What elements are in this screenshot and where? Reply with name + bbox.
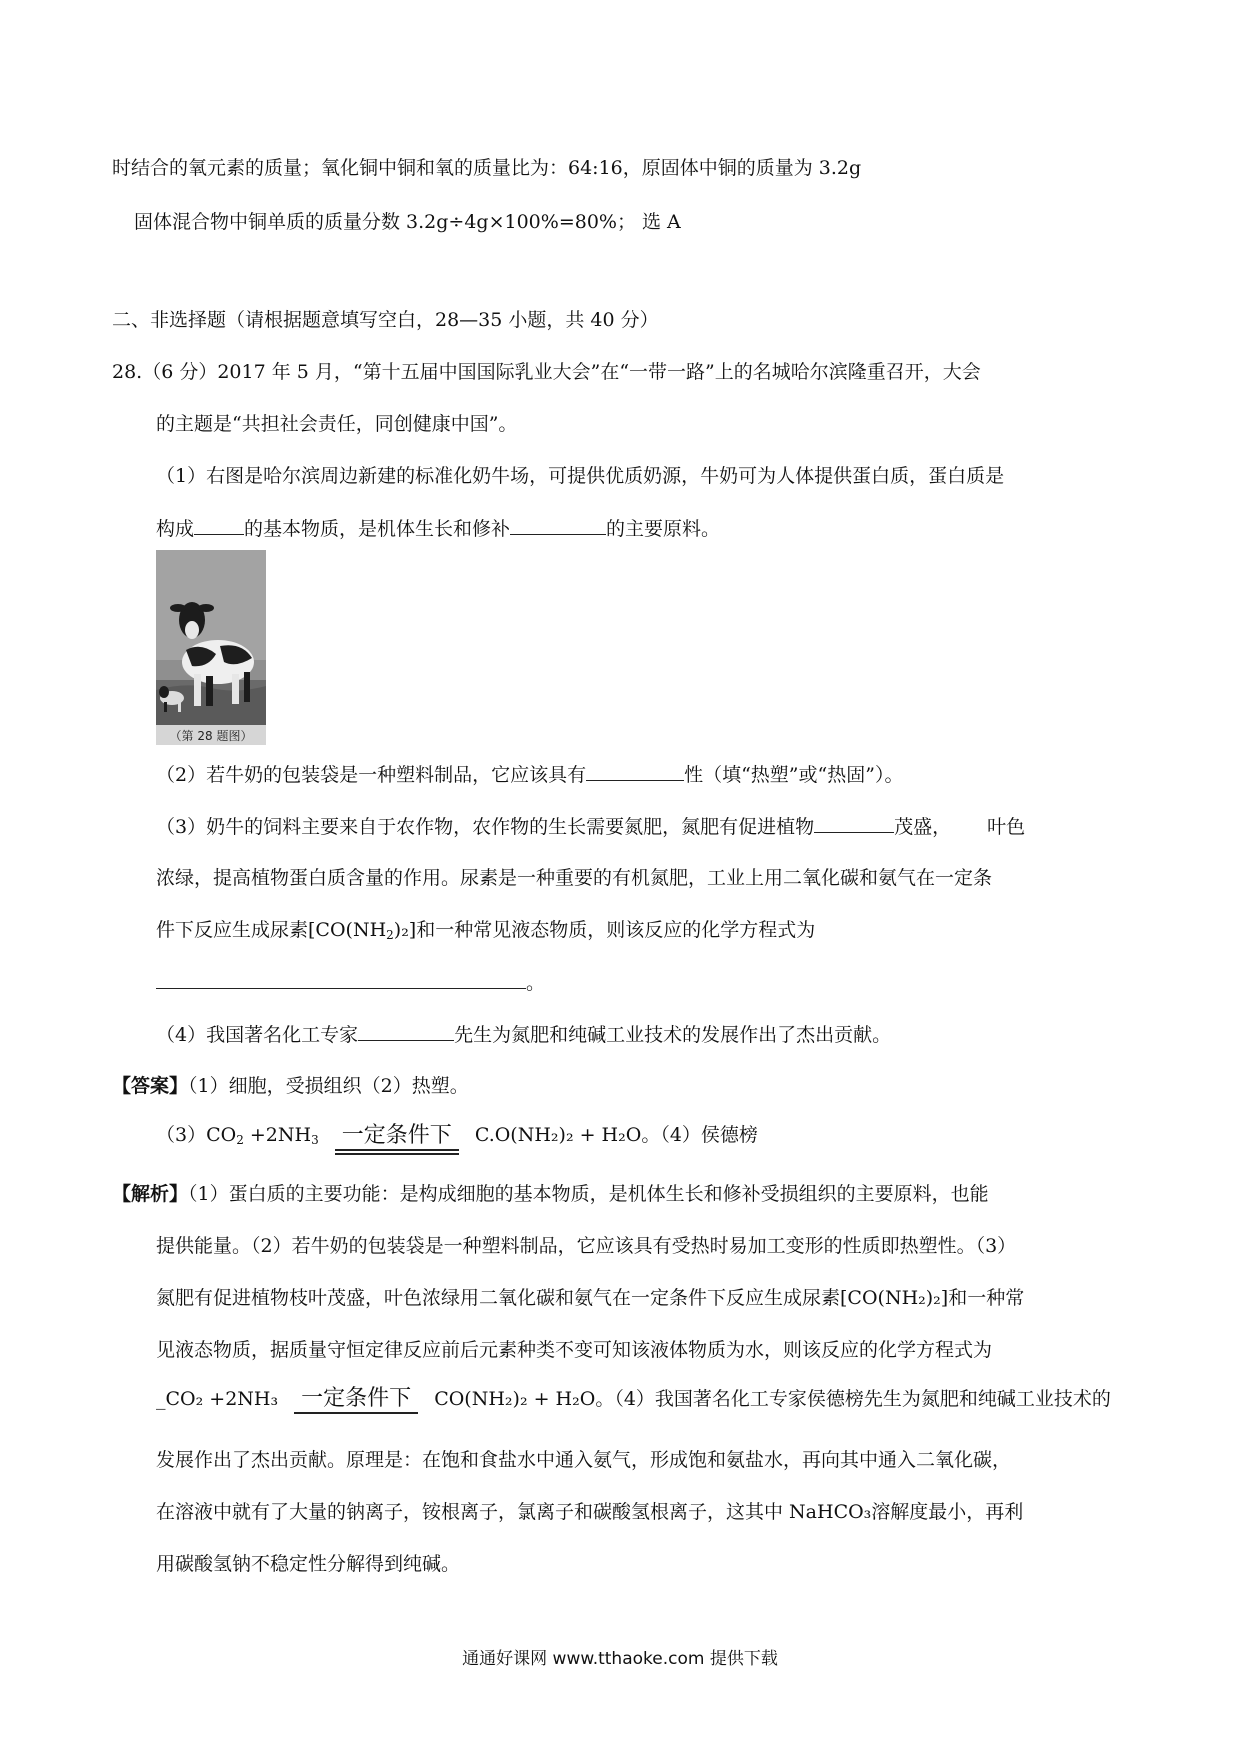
answer-blank bbox=[510, 514, 606, 535]
text-segment: _CO₂ +2NH₃ bbox=[156, 1388, 279, 1410]
text-segment: CO(NH₂)₂ + H₂O。（4）我国著名化工专家侯德榜先生为氮肥和纯碱工业技术的 bbox=[434, 1388, 1111, 1410]
text-line: 的主题是“共担社会责任，同创健康中国”。 bbox=[156, 413, 518, 435]
text-segment: （2）若牛奶的包装袋是一种塑料制品，它应该具有 bbox=[156, 764, 587, 786]
page-footer: 通通好课网 www.tthaoke.com 提供下载 bbox=[462, 1649, 778, 1669]
answer-label: 【答案】 bbox=[112, 1075, 189, 1097]
sub-question-4 bbox=[156, 1020, 891, 1049]
text-segment: 的基本物质，是机体生长和修补 bbox=[244, 518, 511, 540]
cow-image bbox=[156, 550, 266, 745]
answer-blank bbox=[358, 1020, 454, 1041]
answer-equation: $(3)CO_2 +2NH_3$ 一定条件下 C.O(NH₂)₂ + H₂O。（4）侯德榜 bbox=[156, 1114, 758, 1161]
text-segment: （1）蛋白质的主要功能：是构成细胞的基本物质，是机体生长和修补受损组织的主要原料，也能 bbox=[188, 1183, 989, 1205]
text-line: 氮肥有促进植物枝叶茂盛，叶色浓绿用二氧化碳和氨气在一定条件下反应生成尿素[CO(NH₂)₂]和一种常 bbox=[156, 1287, 1025, 1309]
text-segment: （1）细胞，受损组织（2）热塑。 bbox=[188, 1075, 469, 1097]
text-line: 用碳酸氢钠不稳定性分解得到纯碱。 bbox=[156, 1553, 461, 1575]
answer-blank bbox=[814, 812, 894, 833]
text-line: 固体混合物中铜单质的质量分数 3.2g÷4g×100%=80%； 选 A bbox=[134, 211, 681, 233]
sub-question-3 bbox=[156, 812, 1025, 841]
text-segment: 先生为氮肥和纯碱工业技术的发展作出了杰出贡献。 bbox=[454, 1024, 892, 1046]
text-segment: 构成 bbox=[156, 518, 195, 540]
text-segment: 性（填“热塑”或“热固”）。 bbox=[684, 764, 904, 786]
text-line: 见液态物质，据质量守恒定律反应前后元素种类不变可知该液体物质为水，则该反应的化学方程式为 bbox=[156, 1339, 993, 1361]
question-28: 28.（6 分）2017 年 5 月，“第十五届中国国际乳业大会”在“一带一路”上的名城哈尔滨隆重召开，大会 bbox=[112, 361, 981, 383]
explanation-label: 【解析】 bbox=[112, 1183, 189, 1205]
cow-photo bbox=[156, 550, 266, 745]
answer-blank bbox=[586, 760, 684, 781]
reaction-condition: 一定条件下 bbox=[335, 1123, 459, 1161]
text-segment: 。 bbox=[526, 972, 546, 994]
reaction-condition: 一定条件下 bbox=[294, 1386, 418, 1420]
text-segment: C.O(NH₂)₂ + H₂O。（4）侯德榜 bbox=[474, 1124, 758, 1146]
text-segment: 茂盛， bbox=[894, 816, 952, 838]
text-line: 件下反应生成尿素$[CO(NH_2)_2]$和一种常见液态物质，则该反应的化学方程式为 bbox=[156, 919, 816, 942]
figure-caption: （第 28 题图） bbox=[169, 729, 253, 743]
text-segment: （4）我国著名化工专家 bbox=[156, 1024, 359, 1046]
answer-line bbox=[112, 1072, 469, 1100]
sub-question-2 bbox=[156, 760, 903, 789]
text-line bbox=[156, 968, 545, 997]
text-segment: 的主要原料。 bbox=[606, 518, 721, 540]
text-line: 在溶液中就有了大量的钠离子，铵根离子，氯离子和碳酸氢根离子，这其中 NaHCO₃溶解度最小，再利 bbox=[156, 1501, 1024, 1523]
text-segment: +2NH bbox=[243, 1124, 312, 1146]
answer-blank bbox=[156, 968, 526, 989]
text-segment: （3）CO bbox=[156, 1124, 237, 1146]
sub-question-1: （1）右图是哈尔滨周边新建的标准化奶牛场，可提供优质奶源，牛奶可为人体提供蛋白质，蛋白质是 bbox=[156, 465, 1005, 487]
text-line bbox=[156, 514, 720, 543]
section-heading: 二、非选择题（请根据题意填写空白，28—35 小题，共 40 分） bbox=[112, 309, 659, 331]
text-line: 提供能量。（2）若牛奶的包装袋是一种塑料制品，它应该具有受热时易加工变形的性质即热塑性。（3） bbox=[156, 1235, 1017, 1257]
explanation-equation bbox=[156, 1378, 1111, 1420]
text-line: 发展作出了杰出贡献。原理是：在饱和食盐水中通入氨气，形成饱和氨盐水，再向其中通入二氧化碳， bbox=[156, 1449, 1012, 1471]
text-line: 时结合的氧元素的质量；氧化铜中铜和氧的质量比为：64:16，原固体中铜的质量为 3.2g bbox=[112, 157, 862, 179]
text-segment: )₂]和一种常见液态物质，则该反应的化学方程式为 bbox=[393, 919, 816, 941]
answer-blank bbox=[194, 514, 244, 535]
text-segment: （3）奶牛的饲料主要来自于农作物，农作物的生长需要氮肥，氮肥有促进植物 bbox=[156, 816, 815, 838]
text-line: 浓绿，提高植物蛋白质含量的作用。尿素是一种重要的有机氮肥，工业上用二氧化碳和氨气在一定条 bbox=[156, 867, 993, 889]
text-segment: 叶色 bbox=[987, 816, 1026, 838]
explanation-line bbox=[112, 1180, 989, 1208]
text-segment: 件下反应生成尿素[CO(NH bbox=[156, 919, 387, 941]
